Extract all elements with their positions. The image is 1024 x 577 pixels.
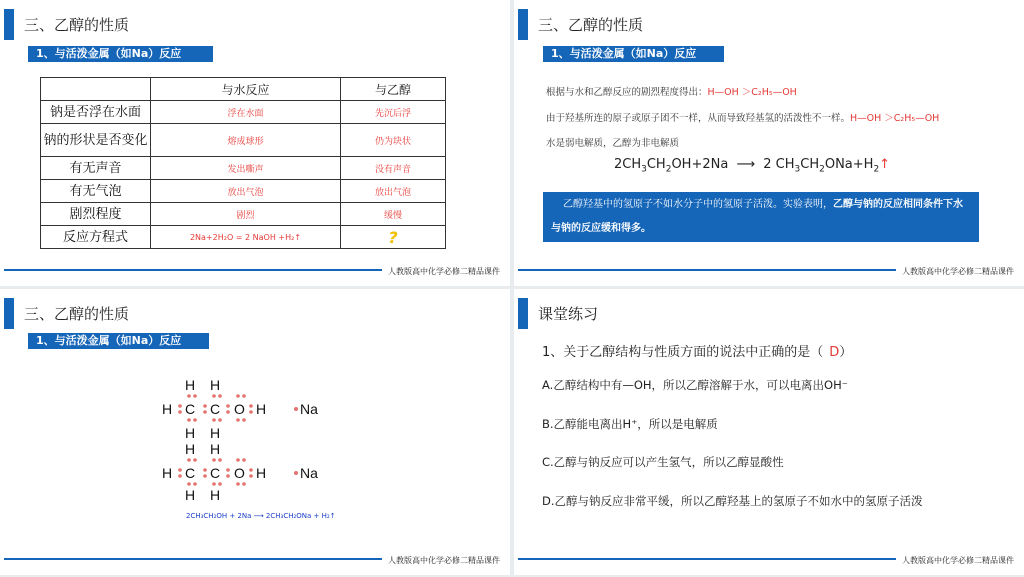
title-accent-bar: [4, 9, 14, 40]
question-text: 1、关于乙醇结构与性质方面的说法中正确的是（: [542, 345, 824, 360]
water-cell: 剧烈: [151, 203, 341, 226]
atom-h: H: [256, 401, 267, 417]
slide-2: [514, 0, 1024, 286]
ethanol-cell: 先沉后浮: [341, 101, 446, 124]
option-a: A.乙醇结构中有—OH，所以乙醇溶解于水，可以电离出OH⁻: [542, 378, 848, 392]
conclusion-line-1: [546, 84, 797, 98]
footer-text: 人教版高中化学必修二精品课件: [382, 266, 506, 277]
column-header-ethanol: 与乙醇: [341, 78, 446, 101]
row-label: 钠的形状是否变化: [41, 124, 151, 157]
option-c: C.乙醇与钠反应可以产生氢气，所以乙醇显酸性: [542, 455, 784, 469]
ethanol-equation-cell: [341, 226, 446, 249]
option-b: B.乙醇能电离出H⁺，所以是电解质: [542, 417, 718, 431]
water-cell: 熔成球形: [151, 124, 341, 157]
atom-h: H: [210, 425, 221, 441]
atom-na: Na: [300, 465, 318, 481]
slide-title: 课堂练习: [538, 305, 599, 323]
conclusion-text: 根据与水和乙醇反应的剧烈程度得出：: [546, 87, 708, 98]
table-row: [41, 180, 446, 203]
eq-subscript: 3: [641, 164, 647, 175]
slide-title: 三、乙醇的性质: [24, 305, 130, 323]
atom-c: C: [210, 401, 221, 417]
atom-o: O: [234, 401, 245, 417]
atom-h: H: [210, 441, 221, 457]
footer-text: 人教版高中化学必修二精品课件: [382, 555, 506, 566]
eq-part: ONa+H: [824, 157, 874, 172]
slide-4: [514, 289, 1024, 575]
atom-h: H: [210, 377, 221, 393]
water-cell: 发出嘶声: [151, 157, 341, 180]
sodium-ethanol-equation: 2CH₃CH₂OH + 2Na ⟶ 2CH₃CH₂ONa + H₂↑: [186, 512, 336, 520]
subtitle-bar: 1、与活泼金属（如Na）反应: [28, 46, 213, 62]
acidity-order: H—OH ＞C₂H₅—OH: [850, 113, 940, 124]
answer-text: D: [829, 345, 840, 360]
arrow-icon: ⟶: [736, 157, 756, 172]
atom-h: H: [256, 465, 267, 481]
question-mark: ?: [388, 227, 398, 247]
eq-subscript: 3: [794, 164, 801, 175]
atom-h: H: [185, 377, 196, 393]
table-row: [41, 157, 446, 180]
conclusion-text: 由于羟基所连的原子或原子团不一样，从而导致羟基氢的活泼性不一样。: [546, 113, 851, 124]
atom-c: C: [210, 465, 221, 481]
column-header-water: 与水反应: [151, 78, 341, 101]
ethanol-cell: 缓慢: [341, 203, 446, 226]
gas-up-arrow-icon: ↑: [879, 157, 891, 172]
footer-text: 人教版高中化学必修二精品课件: [896, 555, 1020, 566]
atom-h: H: [162, 401, 173, 417]
eq-part: CH: [800, 157, 820, 172]
row-label: 反应方程式: [41, 226, 151, 249]
conclusion-line-3: 水是弱电解质，乙醇为非电解质: [546, 138, 680, 149]
eq-part: 2CH: [614, 157, 642, 172]
subtitle-bar: 1、与活泼金属（如Na）反应: [28, 333, 209, 349]
reaction-equation: [614, 157, 890, 175]
atom-h: H: [185, 487, 196, 503]
row-label: 有无声音: [41, 157, 151, 180]
atom-h: H: [162, 465, 173, 481]
box-text: 乙醇羟基中的氢原子不如水分子中的氢原子活泼。实验表明，: [563, 199, 833, 210]
slide-title: 三、乙醇的性质: [24, 16, 130, 34]
acidity-order: H—OH ＞C₂H₅—OH: [707, 87, 797, 98]
table-row: [41, 226, 446, 249]
eq-subscript: 2: [819, 164, 825, 175]
conclusion-box: [543, 192, 979, 242]
conclusion-line-2: [546, 110, 939, 124]
table-header-row: [41, 78, 446, 101]
atom-na: Na: [300, 401, 318, 417]
subtitle-bar: 1、与活泼金属（如Na）反应: [543, 46, 724, 62]
water-cell: 放出气泡: [151, 180, 341, 203]
row-label: 剧烈程度: [41, 203, 151, 226]
eq-subscript: 2: [873, 164, 880, 175]
table-row: [41, 203, 446, 226]
comparison-table: [40, 77, 446, 249]
slide-title: 三、乙醇的性质: [538, 16, 644, 34]
atom-o: O: [234, 465, 245, 481]
eq-part: 2 CH: [763, 157, 795, 172]
title-accent-bar: [518, 9, 528, 40]
title-accent-bar: [518, 298, 528, 329]
table-row: [41, 124, 446, 157]
ethanol-cell: 没有声音: [341, 157, 446, 180]
question-1: [542, 341, 852, 360]
row-label: 有无气泡: [41, 180, 151, 203]
slide-1: [0, 0, 510, 286]
option-d: D.乙醇与钠反应非常平缓，所以乙醇羟基上的氢原子不如水中的氢原子活泼: [542, 494, 923, 508]
eq-part: CH: [646, 157, 666, 172]
atom-h: H: [210, 487, 221, 503]
ethanol-cell: 仍为块状: [341, 124, 446, 157]
eq-subscript: 2: [665, 164, 672, 175]
question-close-paren: ）: [839, 345, 853, 360]
title-accent-bar: [4, 298, 14, 329]
atom-h: H: [185, 441, 196, 457]
atom-c: C: [185, 401, 196, 417]
ethanol-cell: 放出气泡: [341, 180, 446, 203]
table-corner-cell: [41, 78, 151, 101]
row-label: 钠是否浮在水面: [41, 101, 151, 124]
box-bold-text: 乙醇与钠的反应相同条件下水与钠的反应缓和得多。: [551, 199, 963, 234]
footer-text: 人教版高中化学必修二精品课件: [896, 266, 1020, 277]
atom-h: H: [185, 425, 196, 441]
water-cell: 浮在水面: [151, 101, 341, 124]
water-equation-cell: 2Na+2H₂O = 2 NaOH +H₂↑: [151, 226, 341, 249]
eq-part: OH+2Na: [671, 157, 729, 172]
atom-c: C: [185, 465, 196, 481]
table-row: [41, 101, 446, 124]
lewis-structures-diagram: [160, 376, 330, 506]
